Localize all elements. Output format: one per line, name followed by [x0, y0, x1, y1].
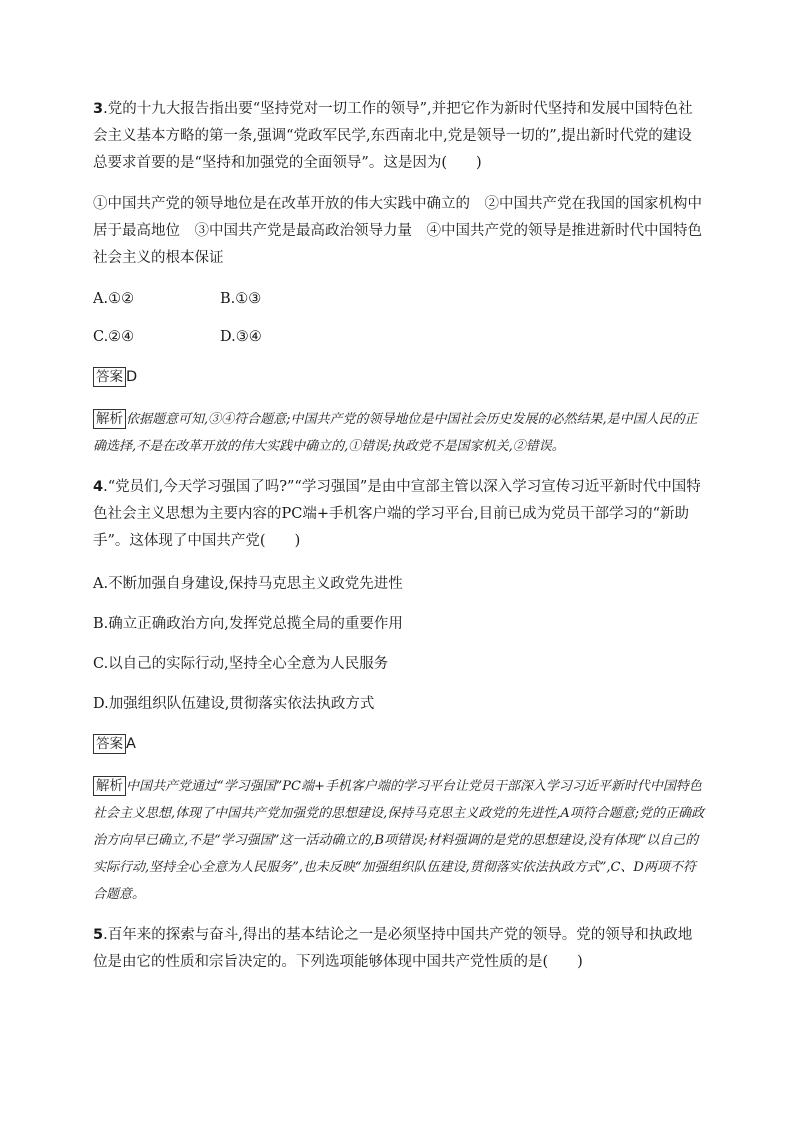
question-3-analysis: [93, 406, 705, 460]
question-3-option-c: C.②④: [93, 329, 135, 345]
question-3-option-d: D.③④: [220, 329, 262, 345]
question-4-option-a: A.不断加强自身建设,保持马克思主义政党先进性: [93, 576, 403, 592]
question-4-stem: 4.“党员们,今天学习强国了吗?”“学习强国”是由中宣部主管以深入学习宣传习近平新时代中国特色社会主义思想为主要内容的PC端+手机客户端的学习平台,目前已成为党员干部学习的“新助手”。这体现了中国共产党( ): [93, 479, 701, 549]
question-5: [93, 922, 705, 976]
question-3-analysis-text: 依据题意可知,③④符合题意;中国共产党的领导地位是中国社会历史发展的必然结果,是中国人民的正确选择,不是在改革开放的伟大实践中确立的,①错误;执政党不是国家机关,②错误。: [93, 412, 698, 454]
question-3-option-a: A.①②: [93, 291, 135, 307]
question-4: [93, 474, 705, 908]
question-3-answer-value: D: [126, 369, 138, 385]
question-4-option-b: B.确立正确政治方向,发挥党总揽全局的重要作用: [93, 616, 403, 632]
question-5-stem: 5.百年来的探索与奋斗,得出的基本结论之一是必须坚持中国共产党的领导。党的领导和执政地位是由它的性质和宗旨决定的。下列选项能够体现中国共产党性质的是( ): [93, 927, 693, 970]
question-3-number: 3: [93, 101, 104, 117]
question-3: [93, 96, 705, 460]
question-4-answer: [93, 733, 705, 755]
answer-tag: 答案: [93, 734, 126, 754]
question-4-analysis: [93, 773, 705, 908]
question-4-answer-value: A: [126, 736, 136, 752]
question-3-option-b: B.①③: [220, 291, 262, 307]
answer-tag: 答案: [93, 367, 126, 387]
question-3-statements: ①中国共产党的领导地位是在改革开放的伟大实践中确立的 ②中国共产党在我国的国家机构中居于最高地位 ③中国共产党是最高政治领导力量 ④中国共产党的领导是推进新时代中国特色社会主义的根本保证: [93, 196, 702, 266]
question-3-options-row-2: [93, 326, 705, 348]
question-3-stem: 3.党的十九大报告指出要“坚持党对一切工作的领导”,并把它作为新时代坚持和发展中国特色社会主义基本方略的第一条,强调“党政军民学,东西南北中,党是领导一切的”,提出新时代党的建设总要求首要的是“坚持和加强党的全面领导”。这是因为( ): [93, 101, 693, 171]
question-4-option-d: D.加强组织队伍建设,贯彻落实依法执政方式: [93, 696, 375, 712]
question-3-options-row-1: [93, 288, 705, 310]
question-4-number: 4: [93, 479, 104, 495]
analysis-tag: 解析: [93, 409, 126, 429]
document-page: [93, 96, 705, 976]
question-5-number: 5: [93, 927, 104, 943]
analysis-tag: 解析: [93, 776, 126, 796]
question-3-answer: [93, 366, 705, 388]
question-4-analysis-text: 中国共产党通过“学习强国”PC端+手机客户端的学习平台让党员干部深入学习习近平新时代中国特色社会主义思想,体现了中国共产党加强党的思想建设,保持马克思主义政党的先进性,A项符合题意;党的正确政治方向早已确立,不是“学习强国”这一活动确立的,B项错误;材料强调的是党的思想建设,没有体现“以自己的实际行动,坚持全心全意为人民服务”,也未反映“加强组织队伍建设,贯彻落实依法执政方式”,C、D两项不符合题意。: [93, 779, 705, 902]
question-4-option-c: C.以自己的实际行动,坚持全心全意为人民服务: [93, 656, 389, 672]
